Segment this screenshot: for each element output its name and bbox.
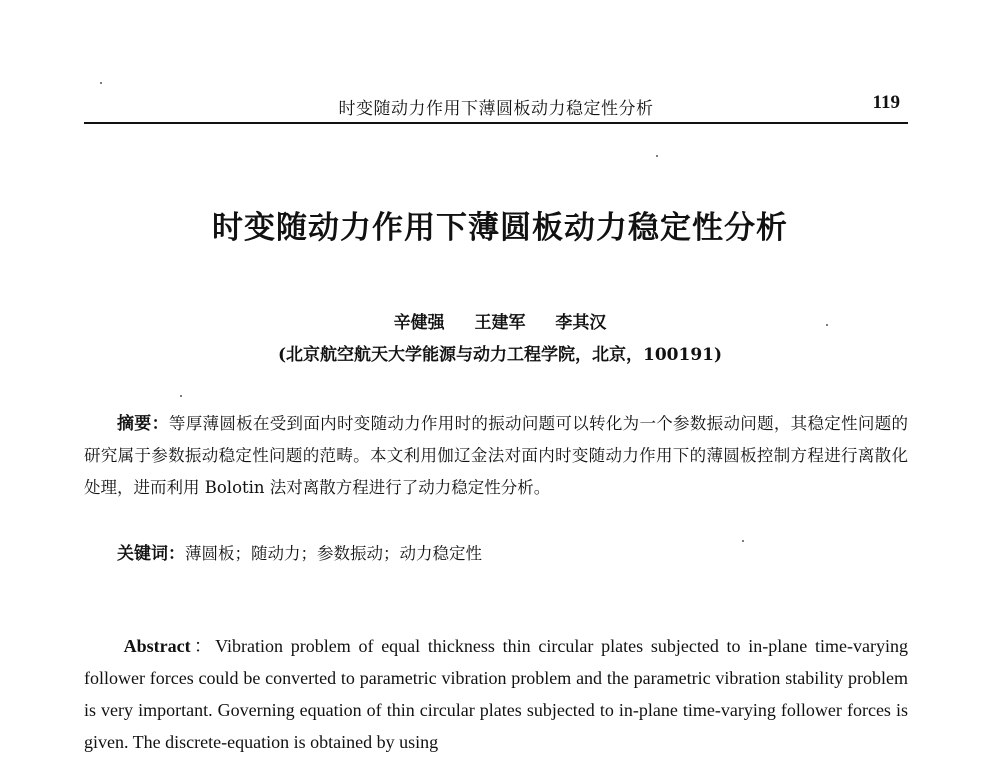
author-list	[0, 308, 1000, 333]
chinese-keywords-text: 薄圆板；随动力；参数振动；动力稳定性	[185, 544, 482, 563]
chinese-abstract-label: 摘要：	[117, 414, 169, 434]
english-abstract-separator: ：	[190, 636, 216, 656]
chinese-abstract-text: 等厚薄圆板在受到面内时变随动力作用时的振动问题可以转化为一个参数振动问题，其稳定性问题的研究属于参数振动稳定性问题的范畴。本文利用伽辽金法对面内时变随动力作用下的薄圆板控制方程进行离散化处理，进而利用 Bolotin 法对离散方程进行了动力稳定性分析。	[84, 414, 909, 497]
chinese-keywords-label: 关键词：	[117, 544, 185, 564]
author-name: 李其汉	[555, 313, 607, 333]
scan-speck	[742, 540, 744, 542]
scan-speck	[826, 324, 828, 326]
scan-speck	[656, 155, 658, 157]
author-affiliation: (北京航空航天大学能源与动力工程学院，北京，100191)	[277, 345, 723, 365]
chinese-keywords	[84, 538, 908, 570]
scan-speck	[100, 82, 102, 84]
running-header	[84, 92, 908, 124]
author-name: 王建军	[474, 313, 526, 333]
english-abstract-text: Vibration problem of equal thickness thin circular plates subjected to in-plane time-varying follower forces could be converted to parametric vibration problem and the parametric vibration stability problem is very important. Governing equation of thin circular plates subjected to in-plane time-varying follower forces is given. The discrete-equation is obtained by using	[84, 636, 908, 752]
paper-title: 时变随动力作用下薄圆板动力稳定性分析	[212, 210, 788, 246]
scan-speck	[180, 395, 182, 397]
page-number: 119	[872, 92, 900, 113]
english-abstract-label: Abstract	[123, 636, 191, 656]
chinese-abstract	[84, 408, 908, 504]
running-title: 时变随动力作用下薄圆板动力稳定性分析	[338, 99, 654, 119]
english-abstract	[84, 630, 908, 758]
author-name: 辛健强	[393, 313, 445, 333]
